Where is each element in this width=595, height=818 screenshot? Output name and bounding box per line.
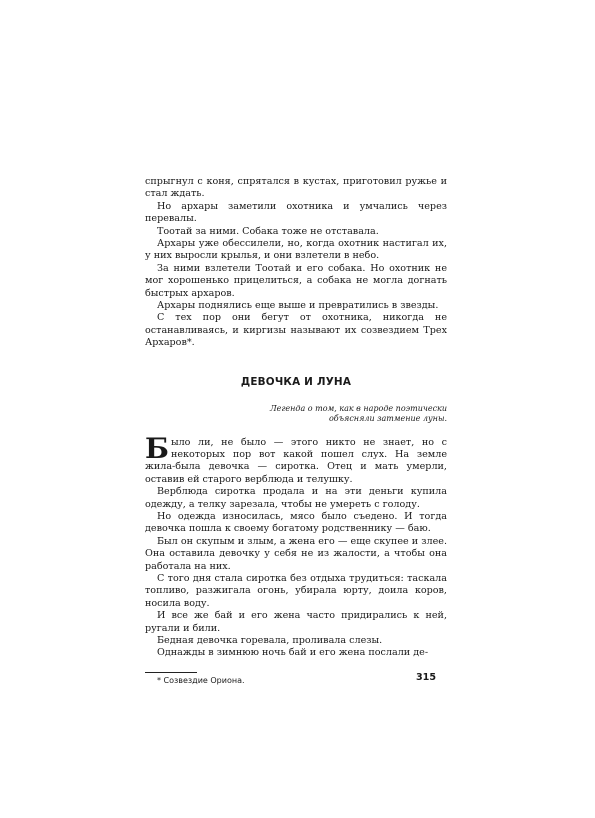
first-paragraph	[145, 431, 447, 487]
paragraph: За ними взлетели Тоотай и его собака. Но охотник не мог хорошенько прицелиться, а собака не могла догнать быстрых архаров.	[145, 262, 447, 299]
footnote: * Созвездие Ориона.	[157, 675, 245, 685]
paragraph: Но архары заметили охотника и умчались через перевалы.	[145, 200, 447, 225]
paragraph: Но одежда износилась, мясо было съедено. И тогда девочка пошла к своему богатому родственнику — баю.	[145, 510, 447, 535]
page-number: 315	[416, 672, 437, 683]
paragraph: Бедная девочка горевала, проливала слезы.	[157, 635, 383, 646]
paragraph: Архары поднялись еще выше и превратились в звезды.	[157, 300, 439, 312]
footnote-rule	[145, 672, 197, 673]
story-text	[145, 431, 447, 660]
first-paragraph-text: ыло ли, не было — этого никто не знает, но с некоторых пор вот какой пошел слух. На земле жила-была девочка — сиротка. Отец и мать умерли, оставив ей старого верблюда и телушку.	[145, 436, 447, 485]
paragraph: Верблюда сиротка продала и на эти деньги купила одежду, а телку зарезала, чтобы не умереть с голоду.	[145, 486, 447, 510]
paragraph: Тоотай за ними. Собака тоже не отставала.	[157, 225, 379, 237]
paragraph: спрыгнул с коня, спрятался в кустах, приготовил ружье и стал ждать.	[145, 176, 447, 200]
paragraph: Был он скупым и злым, а жена его — еще скупее и злее. Она оставила девочку у себя не из жалости, а чтобы она работала на них.	[145, 535, 447, 572]
book-page	[145, 176, 447, 687]
paragraph: И все же бай и его жена часто придирались к ней, ругали и били.	[145, 610, 447, 634]
paragraph: С тех пор они бегут от охотника, никогда не останавливаясь, и киргизы называют их созвездием Трех Архаров*.	[145, 312, 447, 349]
paragraph: С того дня стала сиротка без отдыха трудиться: таскала топливо, разжигала огонь, убирала юрту, доила коров, носила воду.	[145, 572, 447, 609]
drop-cap: Б	[145, 431, 169, 465]
epigraph: Легенда о том, как в народе поэтически объясняли затмение луны.	[269, 404, 447, 424]
previous-story-text	[145, 176, 447, 350]
story-title: ДЕВОЧКА И ЛУНА	[240, 375, 352, 388]
paragraph: Однажды в зимнюю ночь бай и его жена послали де-	[157, 647, 429, 659]
paragraph: Архары уже обессилели, но, когда охотник настигал их, у них выросли крылья, и они взлетели в небо.	[145, 238, 447, 262]
